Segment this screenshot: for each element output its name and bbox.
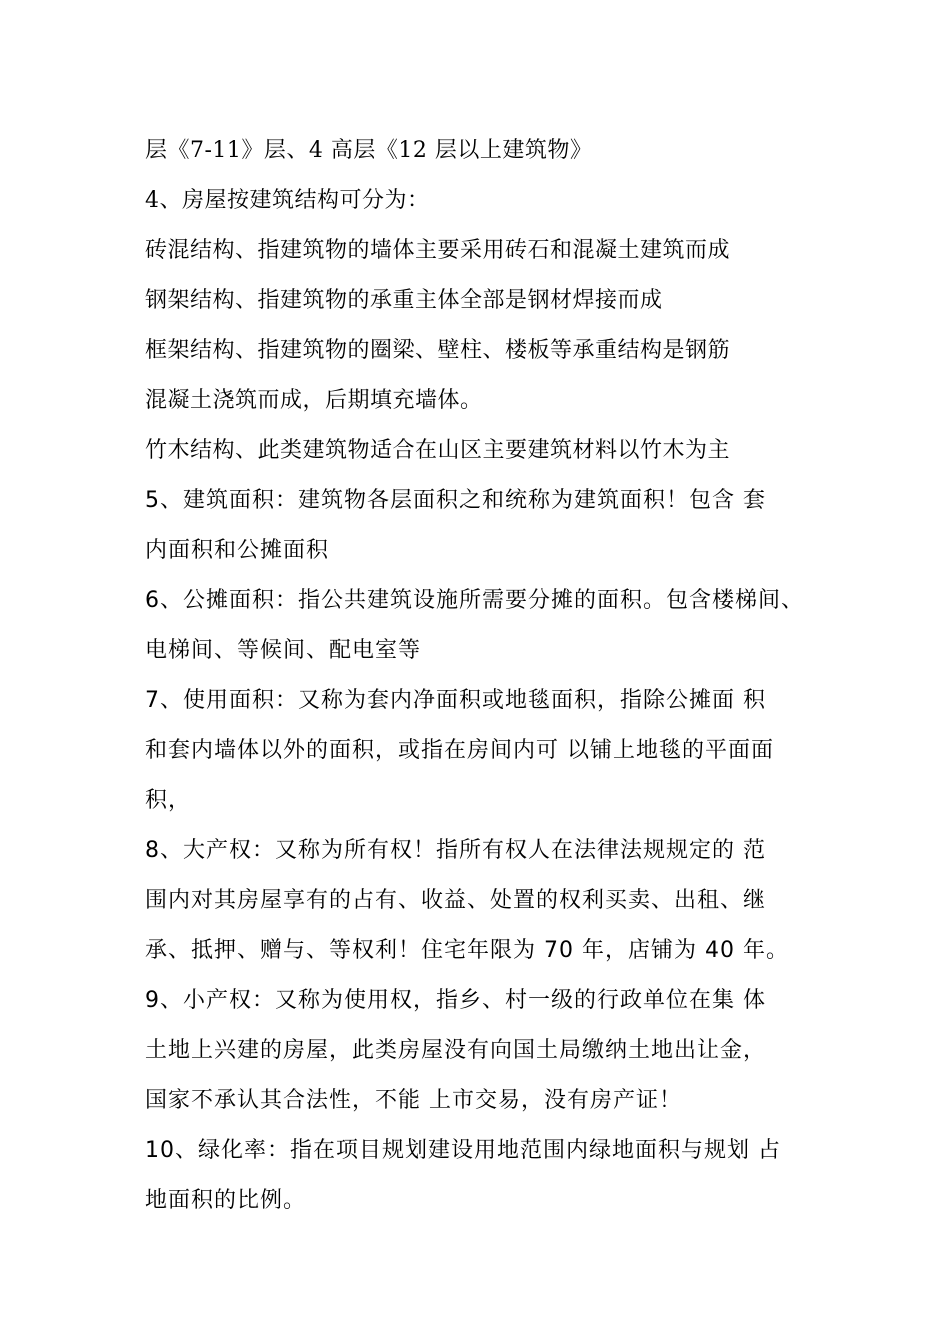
text-line-19: 土地上兴建的房屋，此类房屋没有向国土局缴纳土地出让金， (145, 1038, 767, 1063)
text-line-17: 承、抵押、赠与、等权利！住宅年限为 70 年，店铺为 40 年。 (145, 938, 789, 963)
text-line-11: 电梯间、等候间、配电室等 (145, 638, 422, 663)
text-line-10: 6、公摊面积：指公共建筑设施所需要分摊的面积。包含楼梯间、 (145, 588, 804, 613)
text-line-16: 围内对其房屋享有的占有、收益、处置的权利买卖、出租、继 (145, 888, 767, 913)
text-line-21: 10、绿化率：指在项目规划建设用地范围内绿地面积与规划 占 (145, 1138, 781, 1163)
text-line-1: 层《7-11》层、4 高层《12 层以上建筑物》 (145, 138, 593, 163)
text-line-4: 钢架结构、指建筑物的承重主体全部是钢材焊接而成 (145, 288, 663, 313)
text-line-6: 混凝土浇筑而成，后期填充墙体。 (145, 388, 483, 413)
text-line-9: 内面积和公摊面积 (145, 538, 330, 563)
text-line-13: 和套内墙体以外的面积，或指在房间内可 以铺上地毯的平面面 (145, 738, 774, 763)
text-line-15: 8、大产权：又称为所有权！指所有权人在法律法规规定的 范 (145, 838, 766, 863)
text-line-14: 积， (145, 788, 192, 813)
text-line-22: 地面积的比例。 (145, 1188, 307, 1213)
text-line-12: 7、使用面积：又称为套内净面积或地毯面积，指除公摊面 积 (145, 688, 766, 713)
text-line-2: 4、房屋按建筑结构可分为： (145, 188, 430, 213)
text-line-18: 9、小产权：又称为使用权，指乡、村一级的行政单位在集 体 (145, 988, 766, 1013)
text-line-8: 5、建筑面积：建筑物各层面积之和统称为建筑面积！包含 套 (145, 488, 766, 513)
text-line-3: 砖混结构、指建筑物的墙体主要采用砖石和混凝土建筑而成 (145, 238, 731, 263)
text-line-7: 竹木结构、此类建筑物适合在山区主要建筑材料以竹木为主 (145, 438, 731, 463)
text-line-5: 框架结构、指建筑物的圈梁、壁柱、楼板等承重结构是钢筋 (145, 338, 731, 363)
text-line-20: 国家不承认其合法性，不能 上市交易，没有房产证！ (145, 1088, 682, 1113)
